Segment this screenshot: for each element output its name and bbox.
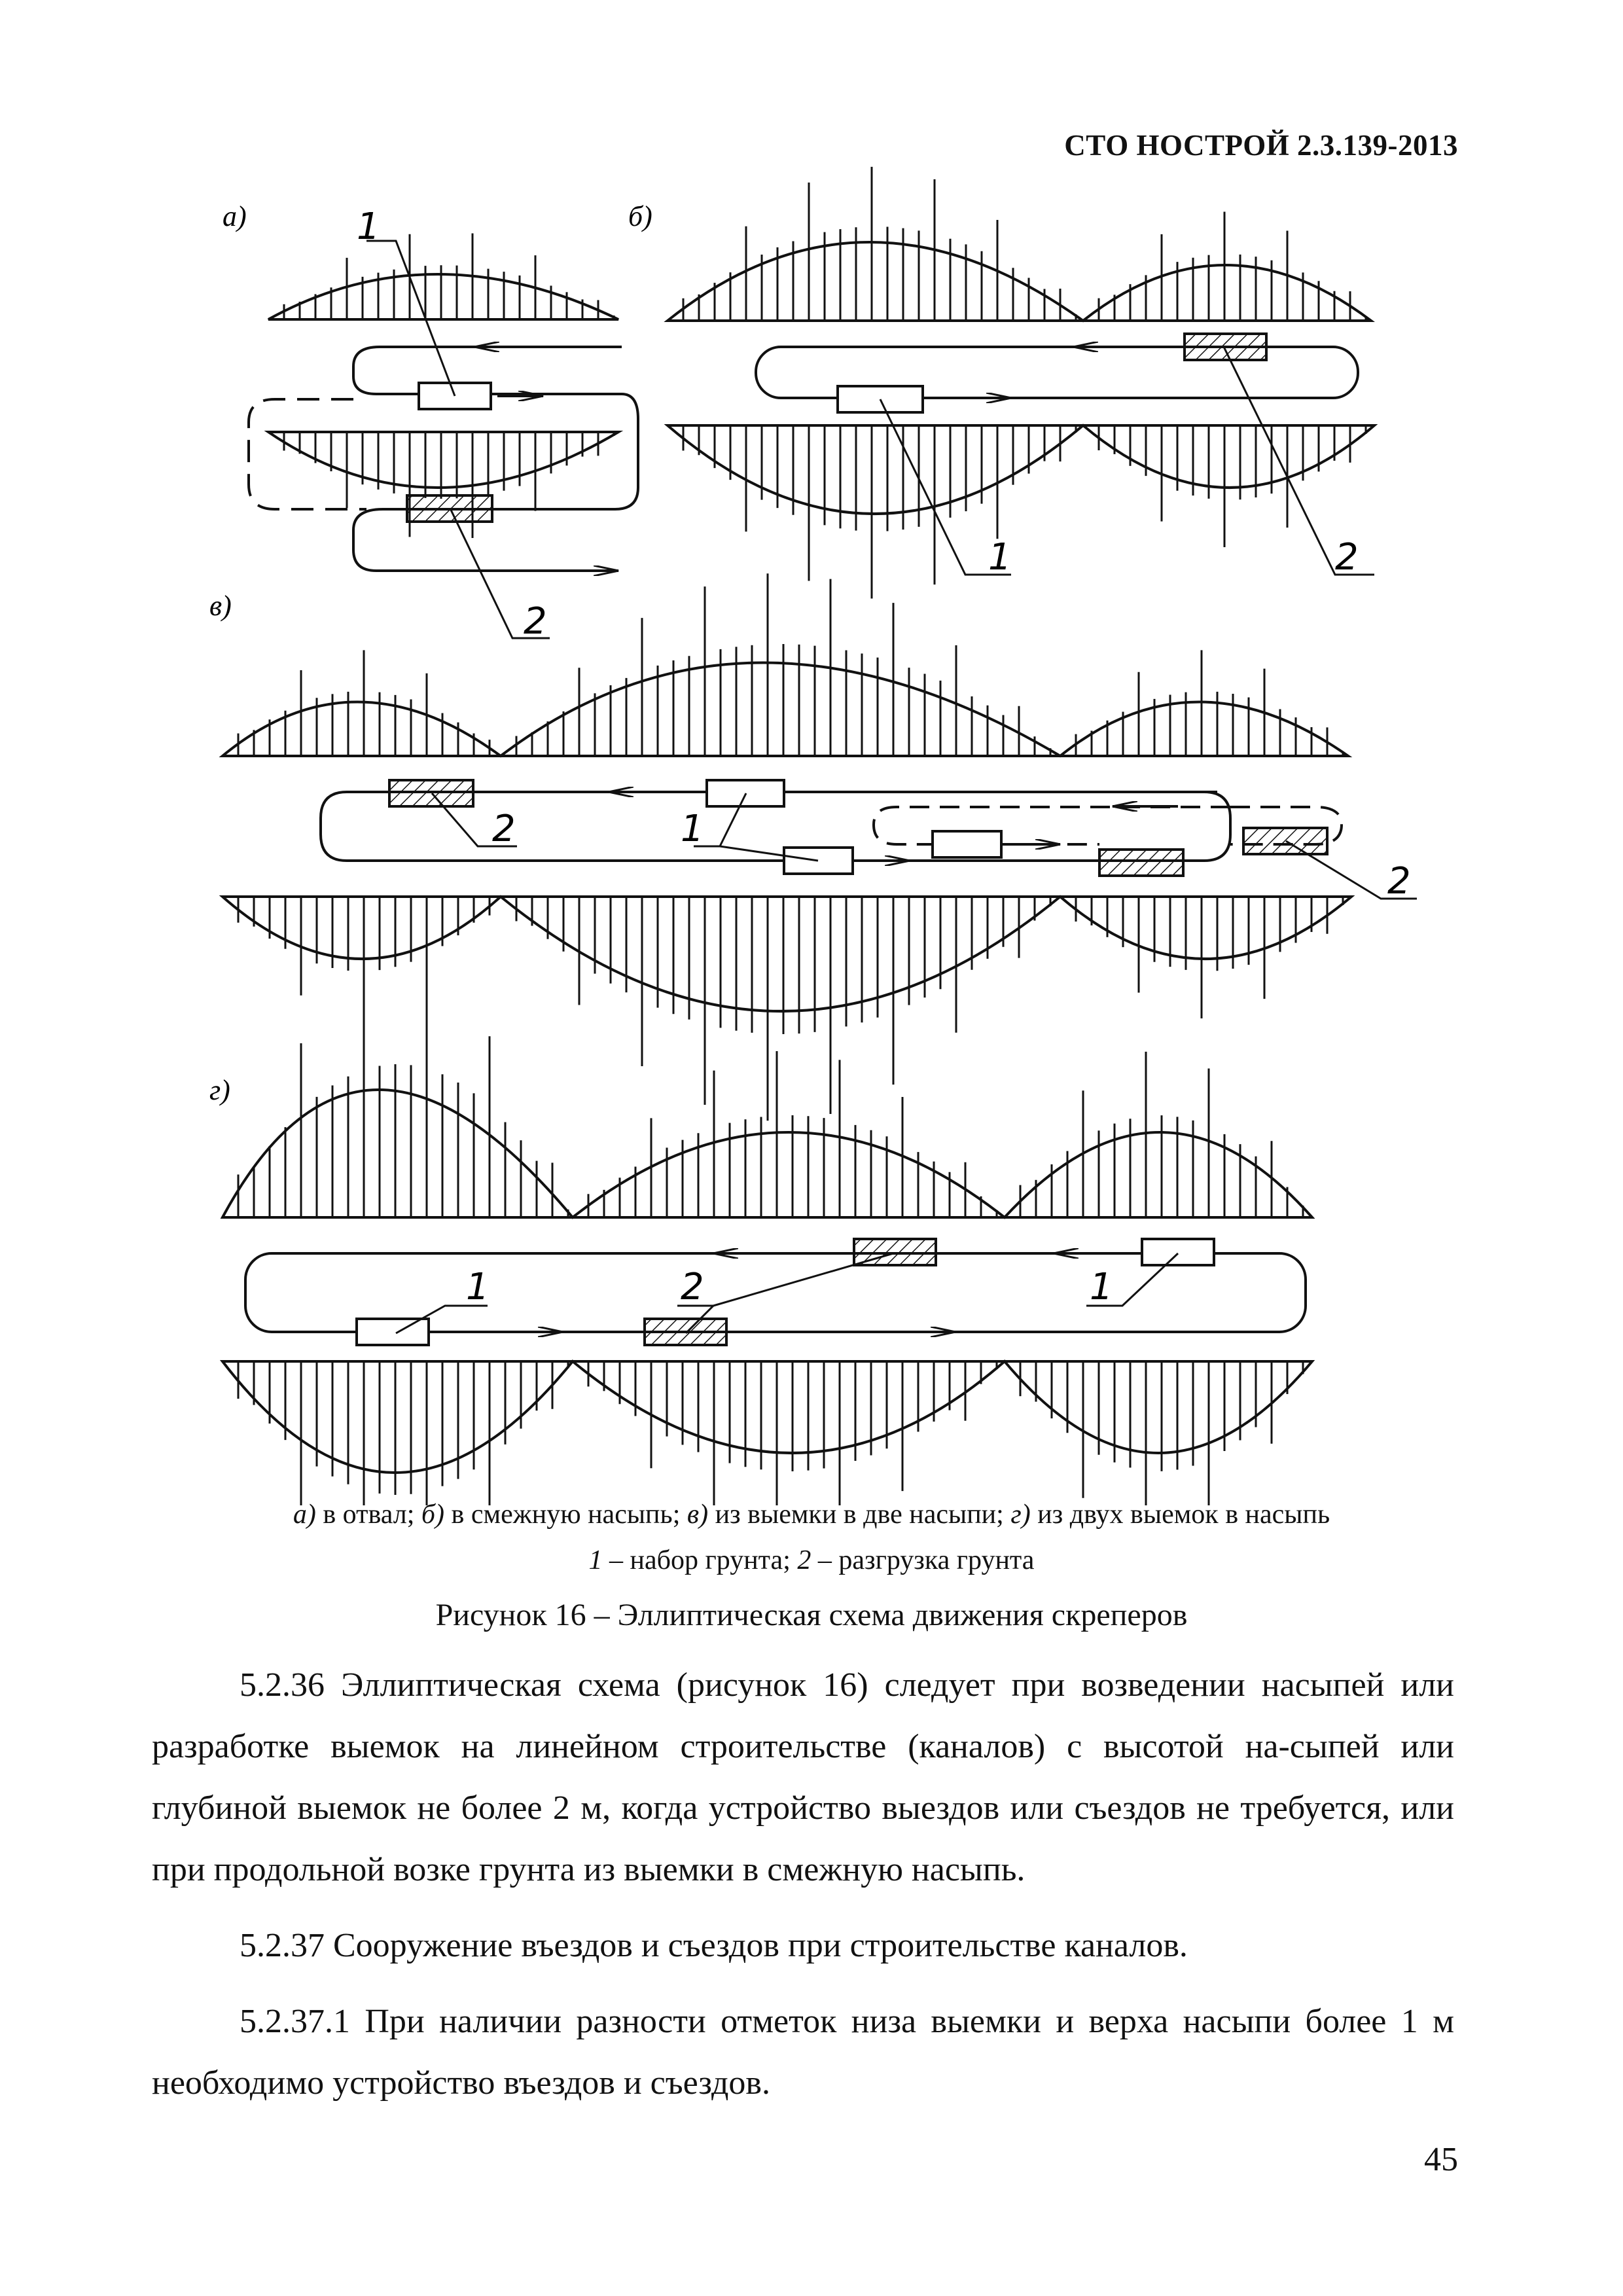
marker-2: 2 <box>1387 860 1411 903</box>
marker-1: 1 <box>988 536 1012 579</box>
legend-text-1: – набор грунта; <box>602 1545 798 1575</box>
panel-b <box>668 242 1374 575</box>
paragraph-5-2-36: 5.2.36 Эллиптическая схема (рисунок 16) следует при возведении насыпей или разработке выемок на линейном строительстве (каналов) с высотой на-сыпей или глубиной выемок не более 2 м, когда устройство выездов или съездов не требуется, или при продольной возке грунта из выемки в смежную насыпь. <box>152 1666 1454 1888</box>
panel-d <box>223 1090 1312 1473</box>
figure-caption-variants <box>0 1499 1623 1530</box>
scraper-unloading <box>407 495 492 522</box>
marker-2: 2 <box>492 808 516 850</box>
caption-key-d: г) <box>1010 1499 1031 1530</box>
scraper-unloading <box>1099 850 1183 876</box>
scraper-empty <box>933 831 1001 857</box>
caption-key-c: в) <box>687 1499 709 1530</box>
scraper-unloading <box>645 1319 726 1345</box>
scraper-loading <box>784 848 853 874</box>
marker-2: 2 <box>524 600 547 643</box>
hatch-lines <box>223 167 1374 1505</box>
page-number: 45 <box>1424 2141 1458 2178</box>
paragraph-5-2-37: 5.2.37 Сооружение въездов и съездов при строительстве каналов. <box>240 1927 1188 1964</box>
figure-title: Рисунок 16 – Эллиптическая схема движения скреперов <box>435 1598 1188 1632</box>
caption-text-a: в отвал; <box>315 1499 421 1530</box>
leader-line <box>713 1253 893 1306</box>
panel-label-c: в) <box>209 590 232 622</box>
earth-hatch-arc <box>223 663 1348 757</box>
scraper-loading <box>1142 1239 1214 1265</box>
earth-hatch-arc <box>223 1361 1312 1473</box>
caption-text-d: из двух выемок в насыпь <box>1030 1499 1330 1530</box>
marker-2: 2 <box>1335 536 1359 579</box>
document-code-header: СТО НОСТРОЙ 2.3.139-2013 <box>1064 129 1458 162</box>
scraper-unloading <box>1185 334 1266 360</box>
marker-1: 1 <box>357 206 380 248</box>
legend-key-1: 1 <box>588 1545 603 1575</box>
caption-key-b: б) <box>421 1499 445 1530</box>
caption-key-a: а) <box>293 1499 316 1530</box>
earth-hatch-arc <box>668 242 1371 321</box>
marker-1: 1 <box>466 1266 490 1308</box>
scraper-loading <box>357 1319 429 1345</box>
body-text <box>152 1655 1454 2114</box>
caption-text-b: в смежную насыпь; <box>444 1499 687 1530</box>
panel-c <box>223 663 1417 1012</box>
marker-2: 2 <box>681 1266 704 1308</box>
figure-legend <box>0 1545 1623 1576</box>
caption-text-c: из выемки в две насыпи; <box>708 1499 1011 1530</box>
earth-hatch-arc <box>223 897 1351 1011</box>
panel-label-a: а) <box>223 200 247 232</box>
marker-1: 1 <box>1090 1266 1113 1308</box>
paragraph-5-2-37-1: 5.2.37.1 При наличии разности отметок низа выемки и верха насыпи более 1 м необходимо устройство въездов и съездов. <box>152 2003 1454 2102</box>
panel-label-b: б) <box>628 200 652 232</box>
panel-a <box>249 241 638 638</box>
scraper-unloading <box>1243 828 1327 854</box>
marker-1: 1 <box>681 808 704 850</box>
scraper-unloading <box>389 780 473 806</box>
panel-label-d: г) <box>209 1074 230 1106</box>
legend-text-2: – разгрузка грунта <box>811 1545 1035 1575</box>
legend-key-2: 2 <box>797 1545 812 1575</box>
